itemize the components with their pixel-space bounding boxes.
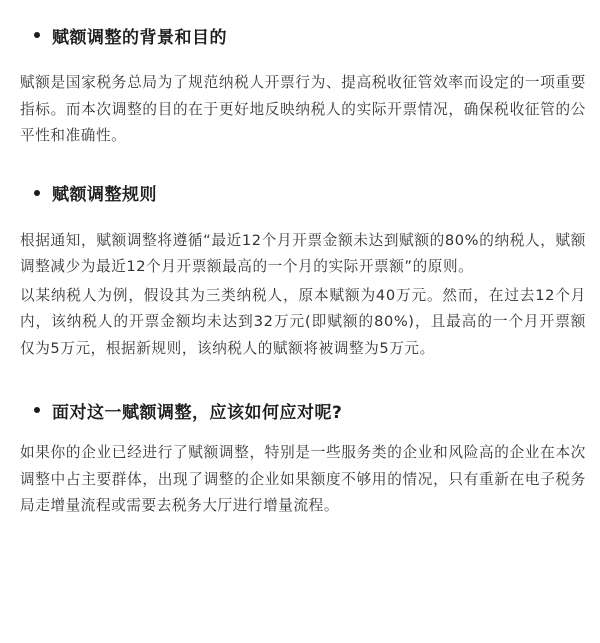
paragraph: 赋额是国家税务总局为了规范纳税人开票行为、提高税收征管效率而设定的一项重要指标。而本次调整的目的在于更好地反映纳税人的实际开票情况，确保税收征管的公平性和准确性。 [20,74,586,144]
section-heading-text: 面对这一赋额调整，应该如何应对呢? [52,402,343,423]
section-background-purpose [20,20,586,150]
section-heading [34,20,586,50]
section-heading [34,395,586,425]
section-heading-text: 赋额调整的背景和目的 [52,27,227,48]
section-adjustment-rules [20,178,586,363]
bullet-icon [34,32,40,38]
bullet-icon [34,407,40,413]
section-heading [34,178,586,208]
section-how-to-respond [20,395,586,520]
bullet-icon [34,190,40,196]
paragraph: 根据通知，赋额调整将遵循“最近12个月开票金额未达到赋额的80%的纳税人，赋额调整减少为最近12个月开票额最高的一个月的实际开票额”的原则。 [20,231,586,275]
section-heading-text: 赋额调整规则 [52,185,157,205]
paragraph-example: 以某纳税人为例，假设其为三类纳税人，原本赋额为40万元。然而，在过去12个月内，该纳税人的开票金额均未达到32万元(即赋额的80%)，且最高的一个月开票额仅为5万元，根据新规则，该纳税人的赋额将被调整为5万元。 [20,286,586,357]
paragraph: 如果你的企业已经进行了赋额调整，特别是一些服务类的企业和风险高的企业在本次调整中占主要群体，出现了调整的企业如果额度不够用的情况，只有重新在电子税务局走增量流程或需要去税务大厅进行增量流程。 [20,444,586,514]
